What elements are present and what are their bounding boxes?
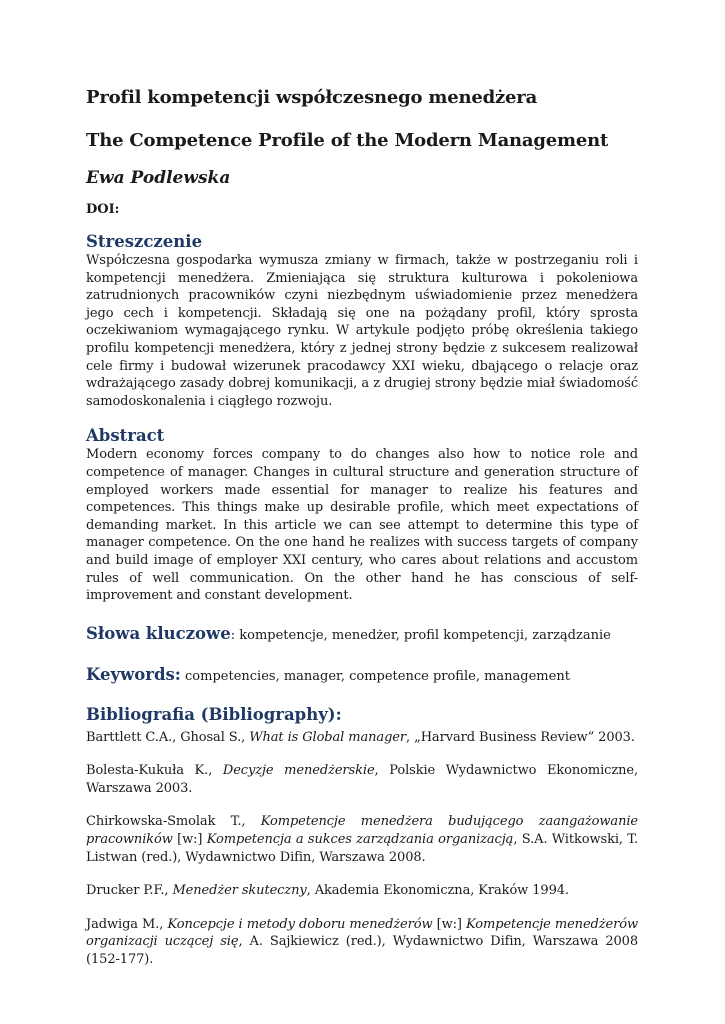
keywords-polish-label: Słowa kluczowe (86, 623, 231, 643)
bibliography-entry-text: , Akademia Ekonomiczna, Kraków 1994. (306, 883, 569, 899)
bibliography-entry-title: Decyzje menedżerskie (222, 763, 375, 779)
abstract-heading: Abstract (86, 426, 165, 446)
bibliography-entry-text: Jadwiga M., (86, 916, 168, 932)
bibliography-entry-title: Kompetencje menedżerów organizacji uczącej się (86, 916, 638, 950)
keywords-english (86, 665, 638, 687)
doi-line (86, 201, 638, 219)
bibliography-entry-title: Koncepcje i metody doboru menedżerów (167, 916, 433, 932)
bibliography-entry-title: Menedżer skuteczny (172, 883, 307, 899)
keywords-english-text: competencies, manager, competence profile, management (180, 668, 570, 684)
abstract-text: Modern economy forces company to do changes also how to notice role and competence of manager. Changes in cultural structure and generation structure of employed workers made essential for manager to realize his features and competences. This things make up desirable profile, which meet expectations of demanding market. In this article we can see attempt to determine this type of manager competence. On the one hand he realizes with success targets of company and build image of employer XXI century, who cares about relations and accustom rules of well communication. On the other hand he has conscious of self-improvement and constant development. (86, 447, 638, 604)
bibliography-entry-text: [w:] (172, 832, 207, 848)
keywords-polish-separator: : (230, 627, 236, 643)
author-name: Ewa Podlewska (86, 168, 231, 188)
bibliography-list (86, 729, 638, 969)
bibliography-entry-title: Kompetencja a sukces zarządzania organizacją (206, 832, 514, 848)
bibliography-heading: Bibliografia (Bibliography): (86, 704, 342, 724)
bibliography-entry-text: Bolesta-Kukuła K., (86, 763, 223, 779)
bibliography-entry (86, 762, 638, 797)
bibliography-entry (86, 813, 638, 866)
bibliography-entry-text: Barttlett C.A., Ghosal S., (86, 729, 250, 745)
bibliography-entry-text: , Polskie Wydawnictwo Ekonomiczne, Warszawa 2003. (86, 763, 638, 796)
document-body (86, 86, 638, 985)
bibliography-entry-text: , „Harvard Business Review” 2003. (406, 729, 635, 745)
bibliography-entry (86, 729, 638, 747)
bibliography-entry-text: , S.A. Witkowski, T. Listwan (red.), Wydawnictwo Difin, Warszawa 2008. (86, 832, 638, 865)
bibliography-entry-title: What is Global manager (249, 729, 406, 745)
keywords-english-separator: : (174, 664, 181, 684)
doi-label: DOI: (86, 202, 120, 217)
bibliography-entry (86, 882, 638, 900)
bibliography-entry-text: , A. Sajkiewicz (red.), Wydawnictwo Difin, Warszawa 2008 (152-177). (86, 934, 638, 968)
keywords-polish (86, 624, 638, 646)
streszczenie-text: Współczesna gospodarka wymusza zmiany w firmach, także w postrzeganiu roli i kompetencji menedżera. Zmieniająca się struktura kulturowa i pokoleniowa zatrudnionych pracowników czyni niezbędnym uświadomienie przez menedżera jego cech i kompetencji. Składają się one na pożądany profil, który sprosta oczekiwaniom wymagającego rynku. W artykule podjęto próbę określenia takiego profilu kompetencji menedżera, który z jednej strony będzie z sukcesem realizował cele firmy i budował wizerunek pracodawcy XXI wieku, dbającego o relacje oraz wdrażającego zasady dobrej komunikacji, a z drugiej strony będzie miał świadomość samodoskonalenia i ciągłego rozwoju. (86, 253, 638, 409)
bibliography-entry-text: [w:] (432, 916, 467, 932)
title-polish: Profil kompetencji współczesnego menedżera (86, 87, 538, 108)
keywords-polish-text: kompetencje, menedżer, profil kompetencji, zarządzanie (235, 627, 611, 643)
bibliography-entry-title: Kompetencje menedżera budującego zaangażowanie pracowników (86, 814, 639, 848)
keywords-english-label: Keywords (86, 664, 175, 684)
bibliography-entry (86, 916, 638, 969)
bibliography-entry-text: Drucker P.F., (86, 883, 173, 899)
bibliography-entry-text: Chirkowska-Smolak T., (86, 814, 261, 830)
title-english: The Competence Profile of the Modern Management (86, 130, 609, 151)
streszczenie-heading: Streszczenie (86, 232, 203, 251)
